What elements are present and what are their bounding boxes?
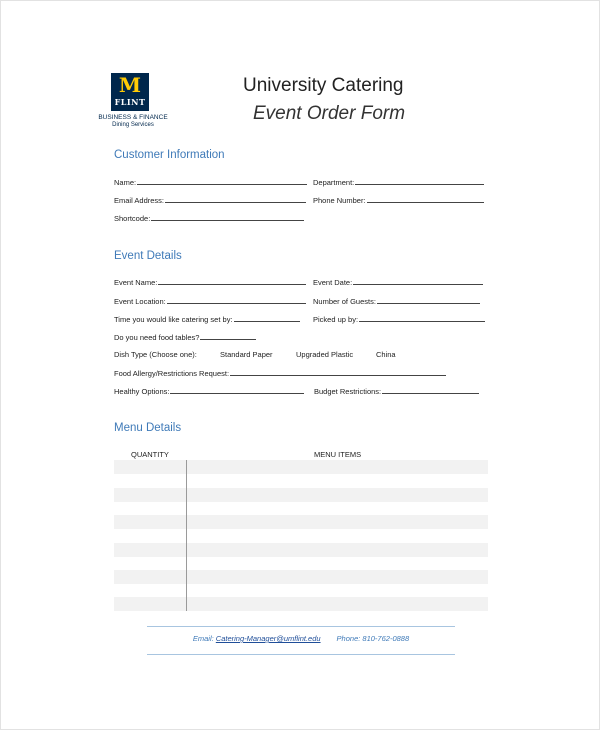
dish-option-upgraded-plastic[interactable]: Upgraded Plastic [296, 350, 354, 359]
email-label: Email Address: [114, 196, 165, 205]
picked-up-blank[interactable] [359, 314, 485, 322]
quantity-column-header: QUANTITY [131, 450, 169, 459]
customer-info-heading: Customer Information [114, 149, 225, 161]
footer-phone-label: Phone: [336, 634, 361, 643]
menu-row[interactable] [114, 474, 488, 488]
footer-email-link[interactable]: Catering-Manager@umflint.edu [215, 634, 321, 643]
dish-type-label: Dish Type (Choose one): [114, 350, 197, 359]
footer-bottom-rule [147, 654, 455, 655]
setup-time-label: Time you would like catering set by: [114, 315, 233, 324]
budget-label: Budget Restrictions: [314, 387, 382, 396]
event-location-field[interactable] [114, 296, 306, 307]
menu-row[interactable] [114, 529, 488, 543]
shortcode-label: Shortcode: [114, 214, 151, 223]
logo-word: FLINT [114, 97, 146, 107]
food-tables-field[interactable] [114, 332, 256, 343]
menu-row[interactable] [114, 597, 488, 611]
logo-unit: BUSINESS & FINANCE [98, 114, 168, 121]
menu-row[interactable] [114, 570, 488, 584]
menu-table-header [114, 449, 488, 460]
menu-row[interactable] [114, 460, 488, 474]
email-field[interactable] [114, 195, 306, 206]
setup-time-field[interactable] [114, 314, 300, 325]
guests-label: Number of Guests: [313, 297, 376, 306]
menu-details-heading: Menu Details [114, 422, 182, 434]
event-date-field[interactable] [313, 277, 483, 288]
event-name-label: Event Name: [114, 278, 158, 287]
logo-letter: M [118, 73, 142, 97]
email-blank[interactable] [165, 195, 306, 203]
shortcode-blank[interactable] [151, 213, 304, 221]
footer-email-label: Email: [192, 634, 214, 643]
dish-option-china[interactable]: China [376, 350, 396, 359]
form-subtitle: Event Order Form [253, 103, 406, 124]
logo-subunit: Dining Services [112, 122, 154, 128]
menu-row[interactable] [114, 584, 488, 598]
phone-label: Phone Number: [313, 196, 366, 205]
form-title: University Catering [243, 75, 404, 96]
setup-time-blank[interactable] [234, 314, 300, 322]
name-blank[interactable] [137, 177, 307, 185]
menu-row[interactable] [114, 502, 488, 516]
name-label: Name: [114, 178, 137, 187]
footer-contact [147, 634, 455, 643]
event-details-heading: Event Details [114, 250, 182, 262]
allergy-field[interactable] [114, 368, 446, 379]
event-location-label: Event Location: [114, 297, 166, 306]
event-date-blank[interactable] [353, 277, 483, 285]
department-label: Department: [313, 178, 355, 187]
menu-row[interactable] [114, 543, 488, 557]
budget-field[interactable] [314, 386, 479, 397]
logo-badge [111, 73, 149, 111]
event-date-label: Event Date: [313, 278, 353, 287]
food-tables-label: Do you need food tables? [114, 333, 200, 342]
department-field[interactable] [313, 177, 484, 188]
phone-field[interactable] [313, 195, 484, 206]
department-blank[interactable] [355, 177, 484, 185]
picked-up-label: Picked up by: [313, 315, 359, 324]
menu-row[interactable] [114, 515, 488, 529]
menu-row[interactable] [114, 488, 488, 502]
shortcode-field[interactable] [114, 213, 304, 224]
footer-top-rule [147, 626, 455, 627]
picked-up-field[interactable] [313, 314, 485, 325]
guests-field[interactable] [313, 296, 480, 307]
healthy-options-field[interactable] [114, 386, 304, 397]
allergy-label: Food Allergy/Restrictions Request: [114, 369, 230, 378]
phone-blank[interactable] [367, 195, 484, 203]
budget-blank[interactable] [382, 386, 479, 394]
healthy-options-label: Healthy Options: [114, 387, 170, 396]
guests-blank[interactable] [377, 296, 480, 304]
name-field[interactable] [114, 177, 307, 188]
event-name-field[interactable] [114, 277, 306, 288]
healthy-options-blank[interactable] [170, 386, 304, 394]
allergy-blank[interactable] [230, 368, 446, 376]
food-tables-blank[interactable] [200, 332, 256, 340]
menu-row[interactable] [114, 557, 488, 571]
event-location-blank[interactable] [167, 296, 306, 304]
column-divider [186, 460, 187, 611]
dish-option-standard-paper[interactable]: Standard Paper [220, 350, 273, 359]
menu-items-column-header: MENU ITEMS [314, 450, 362, 459]
event-name-blank[interactable] [158, 277, 306, 285]
footer-phone-number: 810-762-0888 [362, 634, 410, 643]
